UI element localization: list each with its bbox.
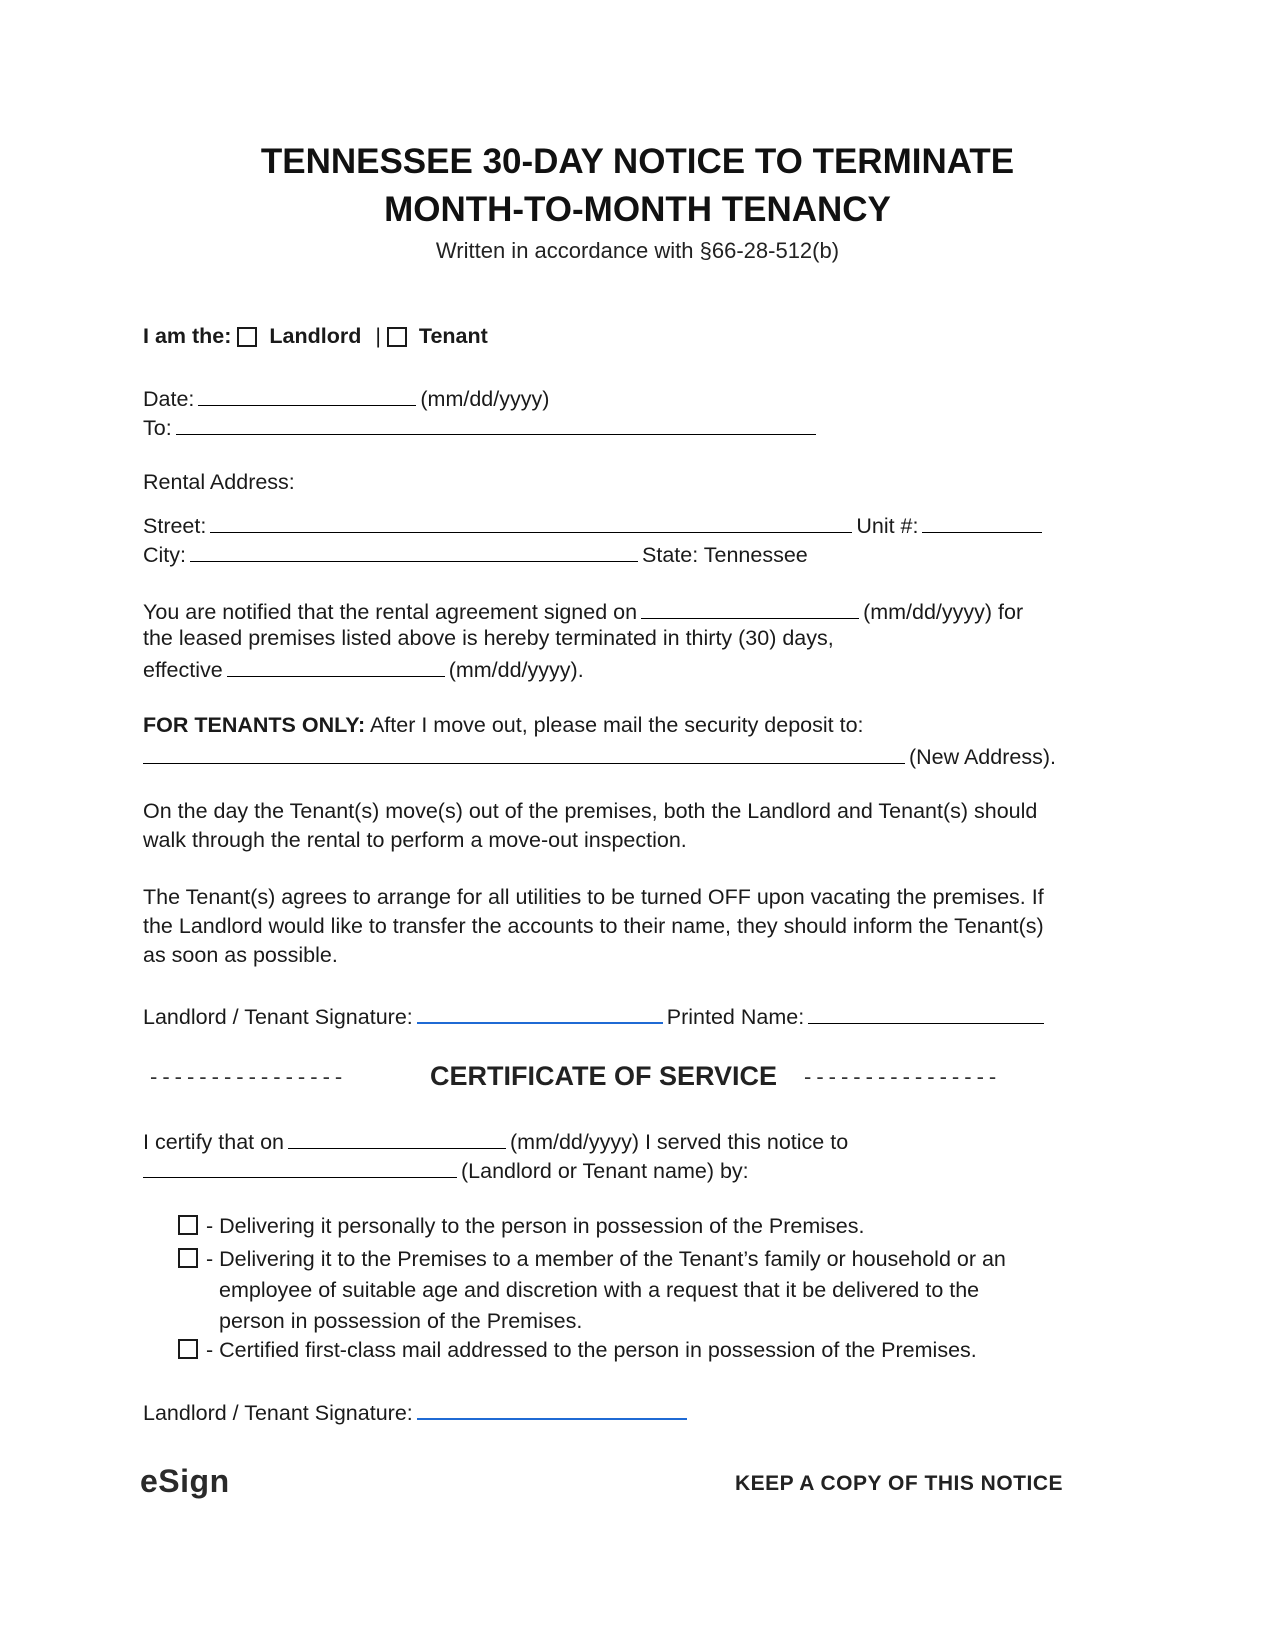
city-label: City: <box>143 543 186 567</box>
role-label: I am the: <box>143 324 232 348</box>
service-option-2-checkbox[interactable] <box>178 1248 198 1268</box>
served-date-field[interactable] <box>288 1124 506 1149</box>
service-option-1-text: - Delivering it personally to the person in possession of the Premises. <box>206 1214 865 1238</box>
signature-label: Landlord / Tenant Signature: <box>143 1005 413 1029</box>
date-format-hint: (mm/dd/yyyy) <box>420 387 550 411</box>
date-field[interactable] <box>198 381 416 406</box>
signature-row <box>143 998 1048 1032</box>
service-option-1-checkbox[interactable] <box>178 1215 198 1235</box>
cert-divider-right: ---------------- <box>804 1064 1002 1089</box>
service-option-1 <box>178 1211 1078 1242</box>
notice-line3 <box>143 652 584 685</box>
cert-text-name: (Landlord or Tenant name) by: <box>461 1159 749 1183</box>
unit-field[interactable] <box>922 508 1042 533</box>
utilities-line1: The Tenant(s) agrees to arrange for all utilities to be turned OFF upon vacating the premises. If <box>143 885 1044 909</box>
notice-text-a: You are notified that the rental agreement signed on <box>143 600 638 624</box>
service-option-2 <box>178 1244 1078 1337</box>
signature-field[interactable] <box>417 998 663 1024</box>
service-option-2-text-2: employee of suitable age and discretion with a request that it be delivered to the <box>219 1278 980 1302</box>
agreement-date-field[interactable] <box>641 594 859 619</box>
effective-format-hint: (mm/dd/yyyy). <box>448 658 584 682</box>
notice-text-b: (mm/dd/yyyy) for <box>863 600 1024 624</box>
new-address-label: (New Address). <box>909 745 1056 769</box>
cert-line2 <box>143 1153 749 1186</box>
page-title-line1: TENNESSEE 30-DAY NOTICE TO TERMINATE <box>260 142 1015 181</box>
service-option-2-text-1: - Delivering it to the Premises to a member of the Tenant’s family or household or an <box>206 1247 1006 1271</box>
inspection-line2: walk through the rental to perform a move-out inspection. <box>143 828 687 852</box>
service-option-3 <box>178 1335 1078 1366</box>
tenants-only-text: After I move out, please mail the security deposit to: <box>369 713 864 737</box>
cert-signature-label: Landlord / Tenant Signature: <box>143 1401 413 1425</box>
utilities-line2: the Landlord would like to transfer the accounts to their name, they should inform the Tenant(s) <box>143 914 1044 938</box>
esign-logo: eSign <box>140 1463 230 1499</box>
city-field[interactable] <box>190 537 638 562</box>
unit-label: Unit #: <box>856 514 919 538</box>
tenant-checkbox[interactable] <box>387 327 407 347</box>
keep-copy-notice: KEEP A COPY OF THIS NOTICE <box>734 1472 1063 1495</box>
cert-divider-left: ---------------- <box>150 1064 348 1089</box>
effective-label: effective <box>143 658 223 682</box>
new-address-row <box>143 739 1056 772</box>
to-row <box>143 410 820 443</box>
service-option-2-text-3: person in possession of the Premises. <box>219 1309 583 1333</box>
cert-signature-row <box>143 1394 691 1428</box>
printed-name-field[interactable] <box>808 999 1044 1024</box>
effective-date-field[interactable] <box>227 652 445 677</box>
inspection-line1: On the day the Tenant(s) move(s) out of the premises, both the Landlord and Tenant(s) should <box>143 799 1038 823</box>
role-separator: | <box>375 324 381 348</box>
page-title-line2: MONTH-TO-MONTH TENANCY <box>384 190 891 229</box>
cert-text-b: (mm/dd/yyyy) I served this notice to <box>510 1130 849 1154</box>
tenant-option-label: Tenant <box>418 324 488 348</box>
street-field[interactable] <box>210 508 852 533</box>
rental-address-label: Rental Address: <box>143 470 295 494</box>
cert-title: CERTIFICATE OF SERVICE <box>430 1061 778 1091</box>
served-name-field[interactable] <box>143 1153 457 1178</box>
date-label: Date: <box>143 387 195 411</box>
printed-name-label: Printed Name: <box>666 1005 805 1029</box>
landlord-option-label: Landlord <box>269 324 362 348</box>
cert-signature-field[interactable] <box>417 1394 687 1420</box>
service-option-3-checkbox[interactable] <box>178 1339 198 1359</box>
to-field[interactable] <box>176 410 816 435</box>
tenants-only-label: FOR TENANTS ONLY: <box>143 713 366 737</box>
street-label: Street: <box>143 514 207 538</box>
role-row <box>143 321 488 351</box>
to-label: To: <box>143 416 172 440</box>
tenants-only-row <box>143 710 864 740</box>
service-option-3-text: - Certified first-class mail addressed to the person in possession of the Premises. <box>206 1338 977 1362</box>
new-address-field[interactable] <box>143 739 905 764</box>
landlord-checkbox[interactable] <box>237 327 257 347</box>
cert-text-a: I certify that on <box>143 1130 285 1154</box>
notice-line2: the leased premises listed above is hereby terminated in thirty (30) days, <box>143 626 834 650</box>
page-subtitle: Written in accordance with §66-28-512(b) <box>435 238 840 263</box>
city-row <box>143 537 808 570</box>
state-label: State: Tennessee <box>642 543 808 567</box>
utilities-line3: as soon as possible. <box>143 943 338 967</box>
